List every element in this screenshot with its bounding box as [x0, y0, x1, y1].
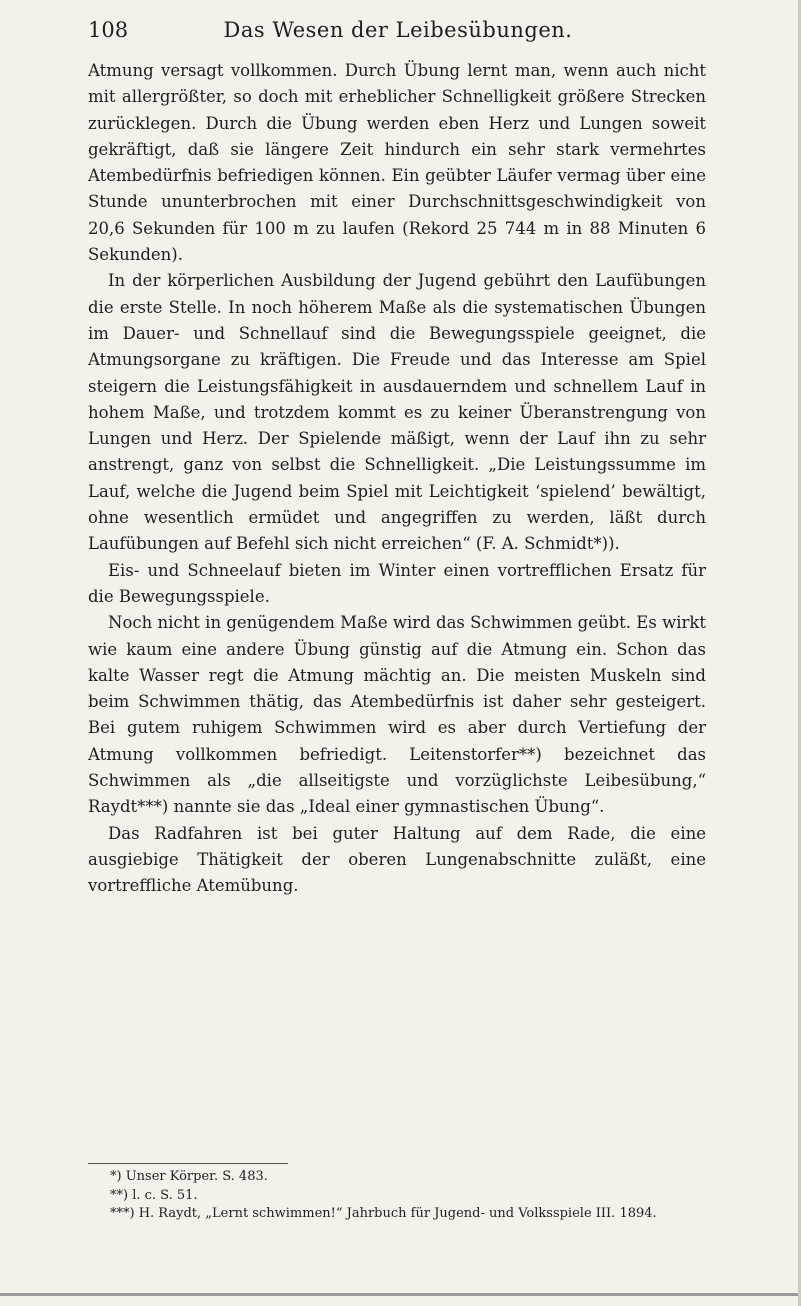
- paragraph: Das Radfahren ist bei guter Haltung auf dem Rade, die eine ausgiebige Thätigkeit der oberen Lungenabschnitte zuläßt, eine vortreffliche Atemübung.: [88, 823, 706, 896]
- paragraph: In der körperlichen Ausbildung der Jugend gebührt den Laufübungen die erste Stelle. In noch höherem Maße als die systematischen Übungen im Dauer- und Schnellauf sind die Bewegungsspiele geeignet, die Atmungsorgane zu kräftigen. Die Freude und das Interesse am Spiel steigern die Leistungsfähigkeit in ausdauerndem und schnellem Lauf in hohem Maße, und trotzdem kommt es zu keiner Überanstrengung von Lungen und Herz. Der Spielende mäßigt, wenn der Lauf ihn zu sehr anstrengt, ganz von selbst die Schnelligkeit. „Die Leistungssumme im Lauf, welche die Jugend beim Spiel mit Leichtigkeit ‘spielend’ bewältigt, ohne wesentlich ermüdet und angegriffen zu werden, läßt durch Laufübungen auf Befehl sich nicht erreichen“ (F. A. Schmidt*)).: [88, 271, 706, 554]
- paragraph: Eis- und Schneelauf bieten im Winter einen vortrefflichen Ersatz für die Bewegungsspiele.: [88, 560, 706, 606]
- running-title: Das Wesen der Leibesübungen.: [223, 18, 573, 42]
- footnote: **) l. c. S. 51.: [110, 1187, 198, 1203]
- page-number: 108: [88, 18, 129, 42]
- body-text: [88, 58, 706, 900]
- footnote: *) Unser Körper. S. 483.: [110, 1169, 268, 1184]
- footnote-rule: [88, 1163, 288, 1164]
- page-header: [88, 18, 708, 52]
- scan-bottom-edge: [0, 1293, 801, 1296]
- paragraph: Noch nicht in genügendem Maße wird das Schwimmen geübt. Es wirkt wie kaum eine andere Übung günstig auf die Atmung ein. Schon das kalte Wasser regt die Atmung mächtig an. Die meisten Muskeln sind beim Schwimmen thätig, das Atembedürfnis ist daher sehr gesteigert. Bei gutem ruhigem Schwimmen wird es aber durch Vertiefung der Atmung vollkommen befriedigt. Leitenstorfer**) bezeichnet das Schwimmen als „die allseitigste und vorzüglichste Leibesübung,“ Raydt***) nannte sie das „Ideal einer gymnastischen Übung“.: [88, 613, 706, 817]
- footnote: ***) H. Raydt, „Lernt schwimmen!“ Jahrbuch für Jugend- und Volksspiele III. 1894.: [110, 1206, 657, 1221]
- paragraph: Atmung versagt vollkommen. Durch Übung lernt man, wenn auch nicht mit allergrößter, so doch mit erheblicher Schnelligkeit größere Strecken zurücklegen. Durch die Übung werden eben Herz und Lungen soweit gekräftigt, daß sie längere Zeit hindurch ein sehr stark vermehrtes Atembedürfnis befriedigen können. Ein geübter Läufer vermag über eine Stunde ununterbrochen mit einer Durchschnittsgeschwindigkeit von 20,6 Sekunden für 100 m zu laufen (Rekord 25 744 m in 88 Minuten 6 Sekunden).: [88, 61, 706, 265]
- footnotes: [88, 1168, 706, 1224]
